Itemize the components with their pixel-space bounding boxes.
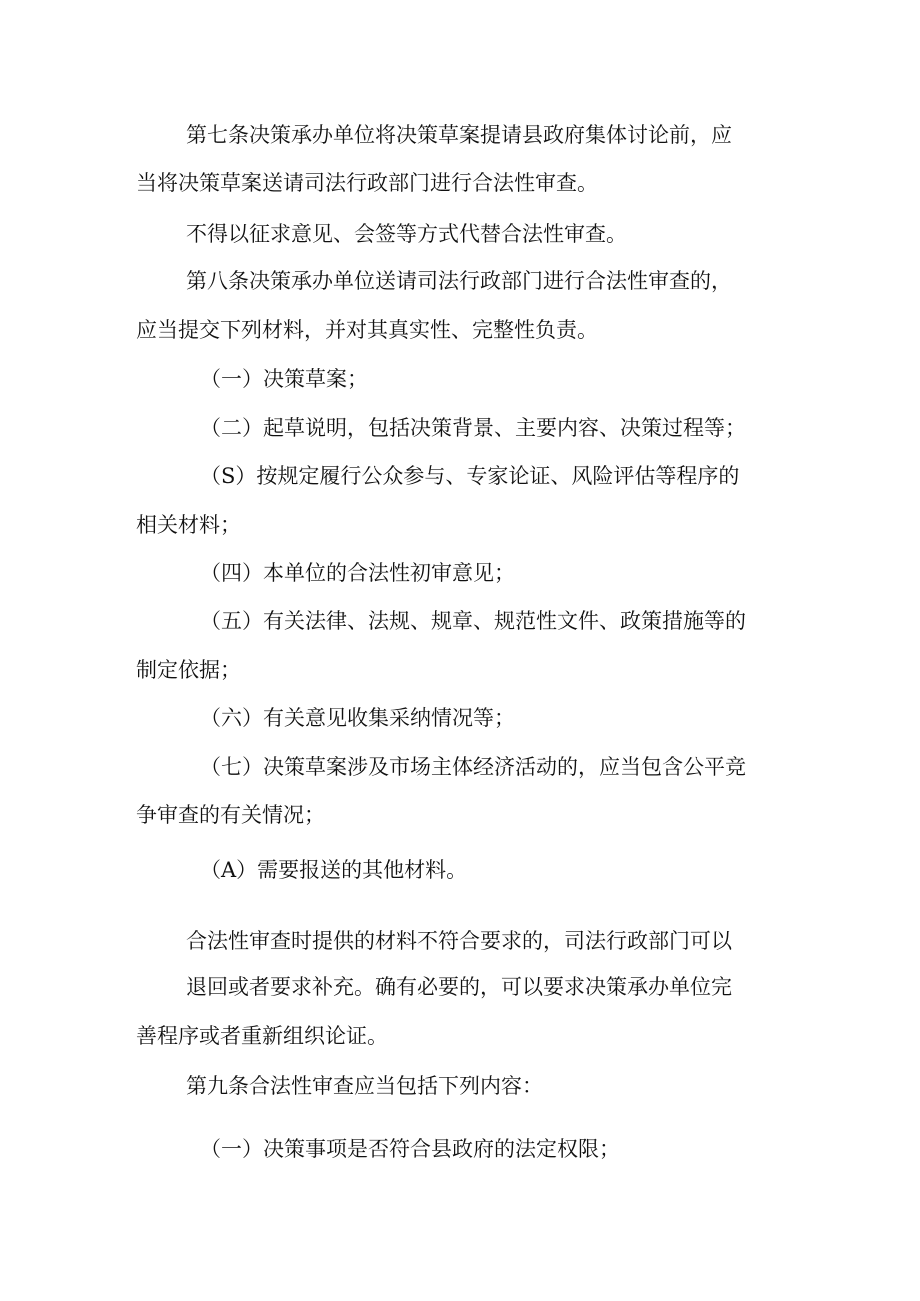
article-7-line-1: 第七条决策承办单位将决策草案提请县政府集体讨论前，应	[186, 123, 732, 147]
article-8-line-2: 应当提交下列材料，并对其真实性、完整性负责。	[136, 318, 598, 342]
article-8-line-1: 第八条决策承办单位送请司法行政部门进行合法性审查的，	[186, 269, 732, 293]
list-item-2: （二）起草说明，包括决策背景、主要内容、决策过程等；	[200, 416, 746, 440]
materials-paragraph-line-3: 善程序或者重新组织论证。	[136, 1024, 388, 1048]
list-item-7-line-1: （七）决策草案涉及市场主体经济活动的，应当包含公平竞	[200, 755, 746, 779]
list-item-5-line-1: （五）有关法律、法规、规章、规范性文件、政策措施等的	[200, 609, 746, 633]
list-item-8: （A）需要报送的其他材料。	[200, 858, 468, 882]
list-item-1: （一）决策草案；	[200, 367, 368, 391]
article-7-paragraph-2: 不得以征求意见、会签等方式代替合法性审查。	[186, 222, 627, 246]
article-9-list-item-1: （一）决策事项是否符合县政府的法定权限；	[200, 1137, 620, 1161]
list-item-6: （六）有关意见收集采纳情况等；	[200, 706, 515, 730]
article-9-line-1: 第九条合法性审查应当包括下列内容：	[186, 1074, 543, 1098]
article-7-line-2: 当将决策草案送请司法行政部门进行合法性审查。	[136, 171, 598, 195]
list-item-4: （四）本单位的合法性初审意见；	[200, 561, 515, 585]
list-item-3-line-2: 相关材料；	[136, 513, 241, 537]
list-item-7-line-2: 争审查的有关情况；	[136, 803, 325, 827]
materials-paragraph-line-2: 退回或者要求补充。确有必要的，可以要求决策承办单位完	[186, 975, 732, 999]
list-item-5-line-2: 制定依据；	[136, 658, 241, 682]
materials-paragraph-line-1: 合法性审查时提供的材料不符合要求的，司法行政部门可以	[186, 929, 732, 953]
list-item-3-line-1: （S）按规定履行公众参与、专家论证、风险评估等程序的	[200, 464, 740, 488]
